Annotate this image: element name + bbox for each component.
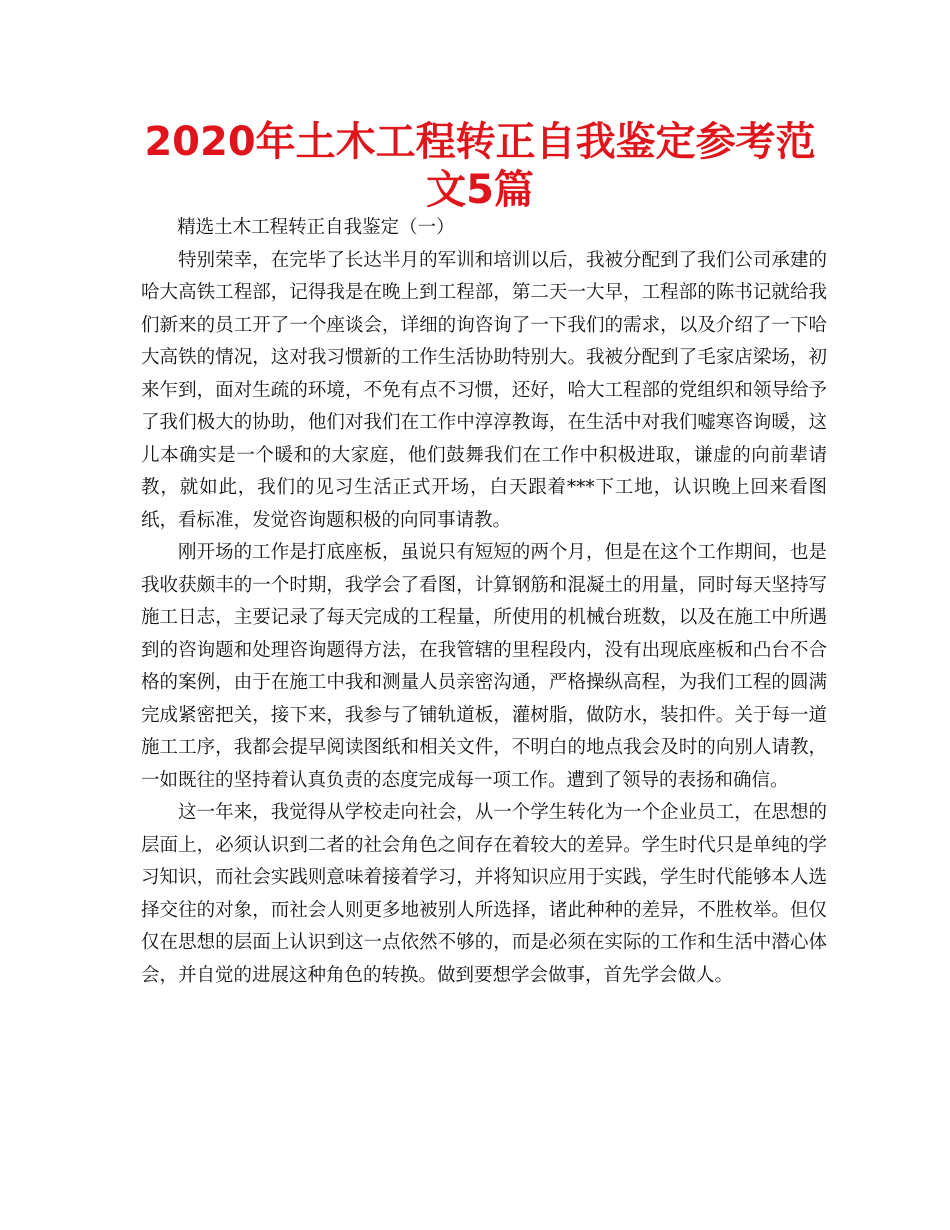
- document-title: 2020年土木工程转正自我鉴定参考范文5篇: [144, 119, 816, 213]
- paragraph-1: 特别荣幸，在完毕了长达半月的军训和培训以后，我被分配到了我们公司承建的哈大高铁工程部，记得我是在晚上到工程部，第二天一大早，工程部的陈书记就给我们新来的员工开了一个座谈会，详细的询咨询了一下我们的需求，以及介绍了一下哈大高铁的情况，这对我习惯新的工作生活协助特别大。我被分配到了毛家店梁场，初来乍到，面对生疏的环境，不免有点不习惯，还好，哈大工程部的党组织和领导给予了我们极大的协助，他们对我们在工作中淳淳教诲，在生活中对我们嘘寒咨询暖，这儿本确实是一个暖和的大家庭，他们鼓舞我们在工作中积极进取，谦虚的向前辈请教，就如此，我们的见习生活正式开场，白天跟着***下工地，认识晚上回来看图纸，看标准，发觉咨询题积极的向同事请教。: [141, 249, 827, 531]
- section-subheading: 精选土木工程转正自我鉴定（一）: [177, 217, 455, 238]
- document-body: [141, 212, 827, 992]
- paragraph-3: 这一年来，我觉得从学校走向社会，从一个学生转化为一个企业员工，在思想的层面上，必须认识到二者的社会角色之间存在着较大的差异。学生时代只是单纯的学习知识，而社会实践则意味着接着学习，并将知识应用于实践，学生时代能够本人选择交往的对象，而社会人则更多地被别人所选择，诸此种种的差异，不胜枚举。但仅仅在思想的层面上认识到这一点依然不够的，而是必须在实际的工作和生活中潜心体会，并自觉的进展这种角色的转换。做到要想学会做事，首先学会做人。: [141, 802, 827, 986]
- paragraph-2: 刚开场的工作是打底座板，虽说只有短短的两个月，但是在这个工作期间，也是我收获颇丰的一个时期，我学会了看图，计算钢筋和混凝土的用量，同时每天坚持写施工日志，主要记录了每天完成的工程量，所使用的机械台班数，以及在施工中所遇到的咨询题和处理咨询题得方法，在我管辖的里程段内，没有出现底座板和凸台不合格的案例，由于在施工中我和测量人员亲密沟通，严格操纵高程，为我们工程的圆满完成紧密把关，接下来，我参与了铺轨道板，灌树脂，做防水，装扣件。关于每一道施工工序，我都会提早阅读图纸和相关文件，不明白的地点我会及时的向别人请教，一如既往的坚持着认真负责的态度完成每一项工作。遭到了领导的表扬和确信。: [141, 542, 827, 791]
